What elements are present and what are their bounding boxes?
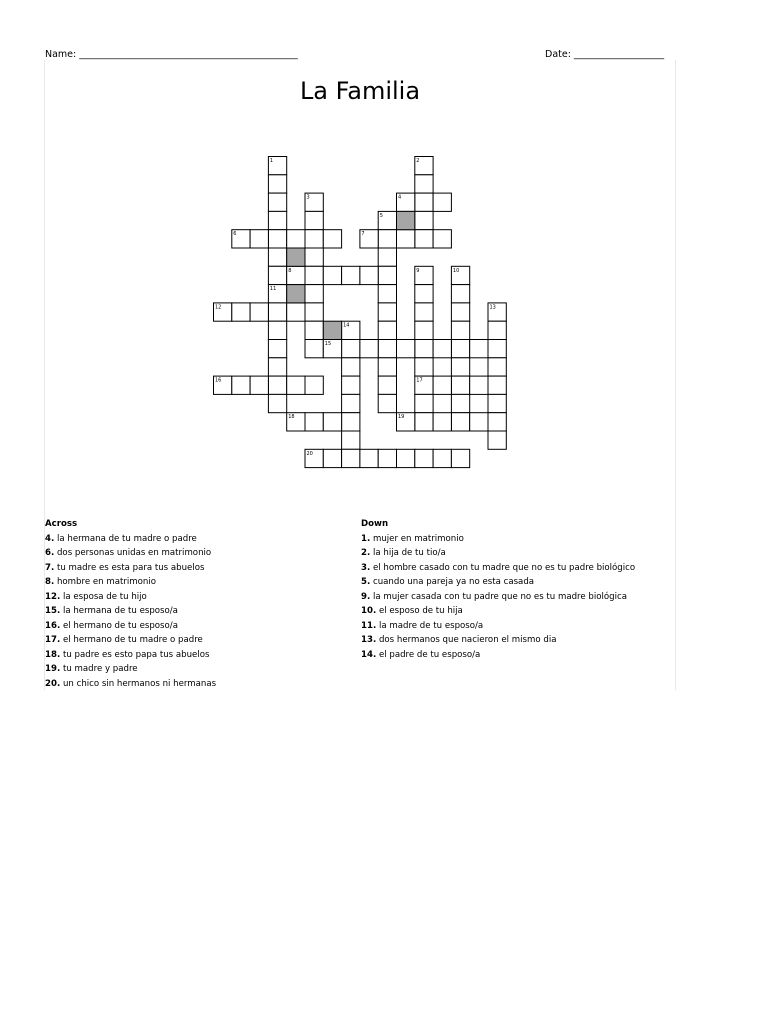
crossword-cell[interactable] — [488, 413, 506, 431]
crossword-cell[interactable] — [415, 340, 433, 358]
crossword-cell[interactable] — [415, 175, 433, 193]
crossword-cell[interactable] — [378, 285, 396, 303]
clue-number: 11. — [361, 620, 377, 631]
crossword-cell[interactable] — [397, 340, 415, 358]
crossword-cell[interactable] — [268, 394, 286, 412]
page-title: La Familia — [299, 77, 421, 105]
crossword-cell[interactable] — [378, 248, 396, 266]
crossword-cell[interactable] — [378, 303, 396, 321]
shaded-cell — [287, 248, 305, 266]
crossword-cell[interactable] — [488, 321, 506, 339]
crossword-cell[interactable] — [305, 413, 323, 431]
crossword-cell[interactable] — [268, 211, 286, 229]
crossword-cell[interactable] — [451, 303, 469, 321]
cell-number-11: 11 — [269, 286, 277, 293]
crossword-cell[interactable] — [287, 376, 305, 394]
across-clue-17 — [45, 633, 345, 648]
crossword-cell[interactable] — [397, 449, 415, 467]
clue-text: la esposa de tu hijo — [60, 591, 147, 602]
cell-number-19: 19 — [398, 414, 405, 421]
crossword-cell[interactable] — [488, 376, 506, 394]
crossword-cell[interactable] — [470, 413, 488, 431]
across-clue-6 — [45, 546, 345, 561]
date-field[interactable]: Date: ___________________ — [545, 49, 665, 60]
crossword-cell[interactable] — [378, 376, 396, 394]
crossword-cell[interactable] — [470, 340, 488, 358]
name-field[interactable]: Name: ______________________________________________ — [45, 49, 298, 60]
clue-number: 19. — [45, 664, 61, 674]
crossword-cell[interactable] — [268, 340, 286, 358]
crossword-cell[interactable] — [268, 376, 286, 394]
crossword-cell[interactable] — [433, 340, 451, 358]
crossword-cell[interactable] — [433, 449, 451, 467]
shaded-cell — [397, 211, 415, 229]
crossword-cell[interactable] — [415, 285, 433, 303]
crossword-cell[interactable] — [433, 376, 451, 394]
down-clue-2 — [361, 546, 681, 561]
crossword-cell[interactable] — [305, 376, 323, 394]
clue-text: hombre en matrimonio — [54, 577, 156, 587]
cell-number-6: 6 — [233, 231, 237, 238]
clue-number: 17. — [45, 635, 61, 645]
crossword-cell[interactable] — [305, 266, 323, 284]
clue-text: cuando una pareja ya no esta casada — [370, 577, 535, 587]
clue-text: la hija de tu tio/a — [370, 548, 446, 558]
shaded-cell — [323, 321, 341, 339]
cell-number-13: 13 — [489, 304, 496, 311]
crossword-cell[interactable] — [287, 230, 305, 248]
crossword-cell[interactable] — [451, 358, 469, 376]
clue-number: 7. — [45, 562, 55, 573]
down-heading: Down — [361, 519, 389, 529]
down-clue-11 — [361, 619, 681, 634]
clue-number: 9. — [361, 591, 371, 602]
across-clue-18 — [45, 648, 345, 663]
down-clue-14 — [361, 648, 681, 663]
cell-number-8: 8 — [288, 267, 292, 274]
crossword-cell[interactable] — [342, 413, 360, 431]
down-clue-13 — [361, 633, 681, 648]
crossword-cell[interactable] — [415, 413, 433, 431]
crossword-cell[interactable] — [305, 303, 323, 321]
cell-number-15: 15 — [324, 341, 332, 347]
clue-text: tu madre es esta para tus abuelos — [54, 562, 205, 573]
cell-number-10: 10 — [452, 267, 460, 274]
crossword-cell[interactable] — [250, 230, 268, 248]
cell-number-5: 5 — [379, 212, 383, 219]
cell-number-14: 14 — [343, 322, 350, 329]
clue-text: la hermana de tu madre o padre — [54, 533, 197, 544]
crossword-cell[interactable] — [415, 303, 433, 321]
down-clue-10 — [361, 604, 681, 619]
crossword-cell[interactable] — [342, 358, 360, 376]
crossword-cell[interactable] — [378, 358, 396, 376]
crossword-cell[interactable] — [250, 303, 268, 321]
crossword-cell[interactable] — [488, 358, 506, 376]
cell-number-4: 4 — [398, 194, 402, 201]
cell-number-16: 16 — [215, 377, 222, 384]
clue-number: 2. — [361, 548, 371, 558]
cell-number-12: 12 — [215, 304, 222, 311]
crossword-cell[interactable] — [305, 211, 323, 229]
crossword-cell[interactable] — [232, 376, 250, 394]
clue-text: tu padre es esto papa tus abuelos — [60, 649, 210, 660]
crossword-cell[interactable] — [415, 211, 433, 229]
crossword-cell[interactable] — [451, 413, 469, 431]
clue-number: 13. — [361, 635, 377, 645]
clue-text: dos hermanos que nacieron el mismo dia — [376, 635, 557, 645]
crossword-cell[interactable] — [451, 449, 469, 467]
crossword-cell[interactable] — [342, 340, 360, 358]
crossword-cell[interactable] — [250, 376, 268, 394]
crossword-cell[interactable] — [451, 340, 469, 358]
across-clue-4 — [45, 532, 345, 547]
clue-number: 18. — [45, 649, 61, 660]
crossword-cell[interactable] — [433, 413, 451, 431]
clue-text: el hombre casado con tu madre que no es tu padre biológico — [370, 562, 636, 573]
crossword-cell[interactable] — [360, 340, 378, 358]
crossword-cell[interactable] — [360, 266, 378, 284]
across-clue-20 — [45, 677, 345, 692]
clue-text: la madre de tu esposo/a — [376, 620, 484, 631]
crossword-cell[interactable] — [323, 413, 341, 431]
crossword-cell[interactable] — [305, 248, 323, 266]
crossword-cell[interactable] — [433, 230, 451, 248]
crossword-cell[interactable] — [268, 248, 286, 266]
clue-number: 6. — [45, 548, 55, 558]
clue-number: 5. — [361, 577, 371, 587]
clue-number: 16. — [45, 620, 61, 631]
clue-text: el hermano de tu esposo/a — [60, 620, 178, 631]
crossword-cell[interactable] — [268, 303, 286, 321]
across-clue-19 — [45, 662, 345, 677]
crossword-cell[interactable] — [488, 431, 506, 449]
crossword-cell[interactable] — [378, 340, 396, 358]
crossword-cell[interactable] — [342, 266, 360, 284]
crossword-cell[interactable] — [268, 358, 286, 376]
cell-number-2: 2 — [416, 158, 420, 164]
clue-text: la mujer casada con tu padre que no es tu madre biológica — [370, 591, 627, 602]
crossword-cell[interactable] — [342, 449, 360, 467]
crossword-cell[interactable] — [378, 230, 396, 248]
crossword-cell[interactable] — [415, 394, 433, 412]
crossword-cell[interactable] — [451, 321, 469, 339]
clue-number: 1. — [361, 533, 371, 544]
clue-number: 10. — [361, 606, 377, 616]
crossword-cell[interactable] — [323, 449, 341, 467]
crossword-cell[interactable] — [415, 358, 433, 376]
across-heading: Across — [45, 519, 78, 529]
crossword-cell[interactable] — [323, 230, 341, 248]
down-clue-1 — [361, 532, 681, 547]
clue-text: el esposo de tu hija — [376, 606, 463, 616]
cell-number-9: 9 — [416, 267, 420, 274]
crossword-cell[interactable] — [378, 449, 396, 467]
clue-number: 3. — [361, 562, 371, 573]
crossword-cell[interactable] — [268, 230, 286, 248]
crossword-cell[interactable] — [268, 266, 286, 284]
clue-text: dos personas unidas en matrimonio — [54, 548, 212, 558]
clue-text: el padre de tu esposo/a — [376, 649, 481, 660]
across-clue-7 — [45, 561, 345, 576]
crossword-cell[interactable] — [305, 285, 323, 303]
shaded-cell — [287, 285, 305, 303]
clue-text: el hermano de tu madre o padre — [60, 635, 203, 645]
across-clue-16 — [45, 619, 345, 634]
crossword-cell[interactable] — [232, 303, 250, 321]
clue-number: 4. — [45, 533, 55, 544]
clue-number: 20. — [45, 678, 61, 689]
cell-number-7: 7 — [361, 231, 365, 238]
crossword-cell[interactable] — [451, 394, 469, 412]
cell-number-3: 3 — [306, 194, 310, 201]
down-clue-5 — [361, 575, 681, 590]
clue-text: la hermana de tu esposo/a — [60, 606, 178, 616]
cell-number-1: 1 — [269, 158, 274, 164]
clue-number: 14. — [361, 649, 377, 660]
crossword-cell[interactable] — [305, 321, 323, 339]
crossword-cell[interactable] — [488, 394, 506, 412]
cell-number-18: 18 — [288, 414, 295, 421]
down-clues — [361, 517, 681, 662]
crossword-cell[interactable] — [415, 193, 433, 211]
across-clues — [45, 517, 345, 691]
crossword-cell[interactable] — [305, 230, 323, 248]
crossword-cell[interactable] — [378, 394, 396, 412]
crossword-cell[interactable] — [470, 376, 488, 394]
crossword-cell[interactable] — [342, 394, 360, 412]
crossword-cell[interactable] — [268, 175, 286, 193]
across-clue-8 — [45, 575, 345, 590]
crossword-cell[interactable] — [342, 431, 360, 449]
across-clue-15 — [45, 604, 345, 619]
crossword-cell[interactable] — [342, 376, 360, 394]
down-clue-3 — [361, 561, 681, 576]
clue-number: 12. — [45, 591, 61, 602]
crossword-cell[interactable] — [488, 340, 506, 358]
down-clue-9 — [361, 590, 681, 605]
crossword-cell[interactable] — [305, 340, 323, 358]
crossword-cell[interactable] — [415, 321, 433, 339]
clue-number: 15. — [45, 606, 61, 616]
clue-text: tu madre y padre — [60, 664, 138, 674]
crossword-cell[interactable] — [378, 321, 396, 339]
crossword-cell[interactable] — [415, 230, 433, 248]
crossword-cell[interactable] — [378, 266, 396, 284]
crossword-cell[interactable] — [397, 230, 415, 248]
crossword-cell[interactable] — [415, 449, 433, 467]
crossword-cell[interactable] — [287, 303, 305, 321]
crossword-cell[interactable] — [360, 449, 378, 467]
clue-text: mujer en matrimonio — [370, 533, 464, 544]
across-clue-12 — [45, 590, 345, 605]
crossword-cell[interactable] — [451, 285, 469, 303]
crossword-cell[interactable] — [323, 266, 341, 284]
crossword-cell[interactable] — [433, 193, 451, 211]
cell-number-20: 20 — [306, 450, 313, 457]
clue-number: 8. — [45, 577, 55, 587]
crossword-cell[interactable] — [268, 321, 286, 339]
clue-text: un chico sin hermanos ni hermanas — [60, 678, 217, 689]
crossword-cell[interactable] — [451, 376, 469, 394]
crossword-cell[interactable] — [268, 193, 286, 211]
cell-number-17: 17 — [416, 377, 423, 384]
